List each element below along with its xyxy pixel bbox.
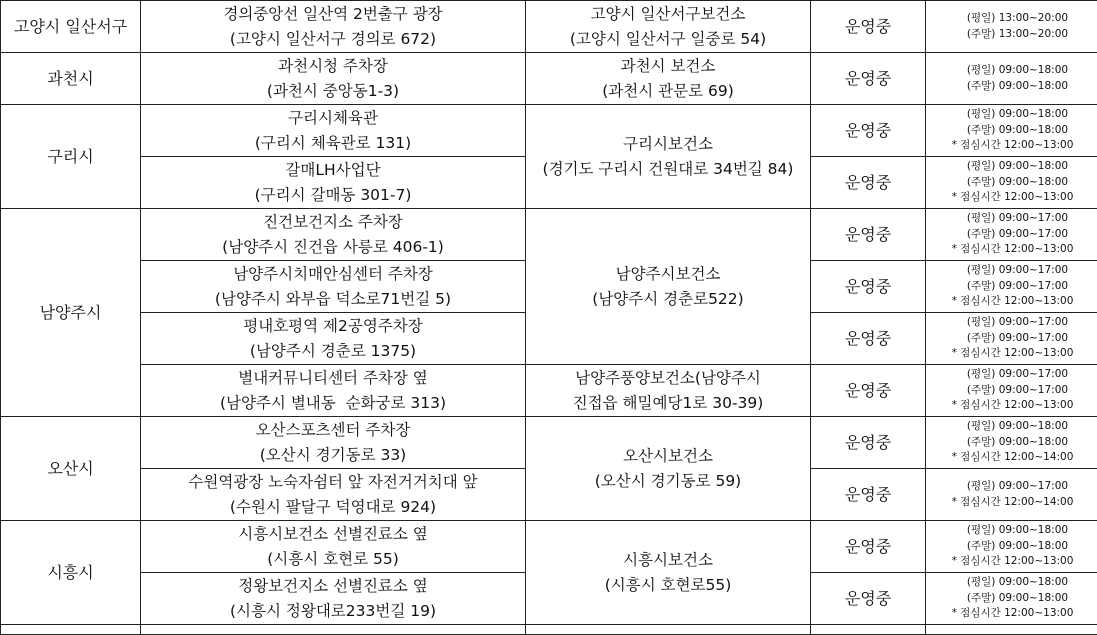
region-cell: 오산시 [1, 417, 141, 521]
health-center-address: 진접읍 해밀예당1로 30-39) [528, 391, 808, 416]
health-center-name: 남양주시보건소 [528, 262, 808, 287]
health-center-address: (고양시 일산서구 일중로 54) [528, 27, 808, 52]
status-cell: 운영중 [811, 261, 926, 313]
hours-weekend: (주말) 09:00~17:00 [940, 383, 1095, 399]
health-center-cell [526, 521, 811, 625]
health-center-address: (시흥시 호현로55) [528, 573, 808, 598]
site-address: (시흥시 호현로 55) [143, 547, 523, 572]
table-row [1, 521, 1097, 573]
empty-cell [811, 625, 926, 635]
site-cell [141, 417, 526, 469]
status-cell: 운영중 [811, 313, 926, 365]
hours-lunch-note: * 점심시간 12:00~13:00 [930, 190, 1095, 206]
region-cell: 남양주시 [1, 209, 141, 417]
site-cell [141, 521, 526, 573]
hours-weekday: (평일) 09:00~18:00 [940, 159, 1095, 175]
hours-weekday: (평일) 09:00~17:00 [940, 315, 1095, 331]
hours-weekday: (평일) 09:00~18:00 [940, 419, 1095, 435]
site-address: (고양시 일산서구 경의로 672) [143, 27, 523, 52]
table-row [1, 209, 1097, 261]
site-name: 평내호평역 제2공영주차장 [143, 314, 523, 339]
hours-lunch-note: * 점심시간 12:00~13:00 [930, 294, 1095, 310]
hours-weekday: (평일) 09:00~17:00 [940, 367, 1095, 383]
hours-weekend: (주말) 09:00~18:00 [940, 435, 1095, 451]
health-center-cell [526, 105, 811, 209]
site-address: (남양주시 진건읍 사릉로 406-1) [143, 235, 523, 260]
site-name: 별내커뮤니티센터 주차장 옆 [143, 366, 523, 391]
health-center-name: 시흥시보건소 [528, 548, 808, 573]
hours-cell [926, 157, 1097, 209]
site-name: 갈매LH사업단 [143, 158, 523, 183]
hours-cell [926, 417, 1097, 469]
hours-weekend: (주말) 09:00~18:00 [940, 539, 1095, 555]
hours-lunch-note: * 점심시간 12:00~14:00 [930, 495, 1095, 511]
health-center-address: (남양주시 경춘로522) [528, 287, 808, 312]
region-cell: 고양시 일산서구 [1, 1, 141, 53]
hours-cell [926, 365, 1097, 417]
health-center-name: 고양시 일산서구보건소 [528, 2, 808, 27]
site-address: (과천시 중앙동1-3) [143, 79, 523, 104]
health-center-cell [526, 365, 811, 417]
health-center-cell [526, 417, 811, 521]
site-address: (구리시 체육관로 131) [143, 131, 523, 156]
site-name: 수원역광장 노숙자쉼터 앞 자전거거치대 앞 [143, 470, 523, 495]
hours-cell [926, 261, 1097, 313]
health-center-name: 남양주풍양보건소(남양주시 [528, 366, 808, 391]
site-address: (시흥시 정왕대로233번길 19) [143, 599, 523, 624]
hours-weekend: (주말) 09:00~18:00 [940, 79, 1095, 95]
health-center-cell [526, 209, 811, 365]
hours-weekday: (평일) 13:00~20:00 [940, 11, 1095, 27]
table-row-cutoff [1, 625, 1097, 635]
status-cell: 운영중 [811, 53, 926, 105]
hours-lunch-note: * 점심시간 12:00~13:00 [930, 346, 1095, 362]
hours-weekday: (평일) 09:00~18:00 [940, 107, 1095, 123]
site-name: 남양주시치매안심센터 주차장 [143, 262, 523, 287]
hours-lunch-note: * 점심시간 12:00~13:00 [930, 398, 1095, 414]
hours-cell [926, 105, 1097, 157]
health-center-address: (과천시 관문로 69) [528, 79, 808, 104]
site-name: 경의중앙선 일산역 2번출구 광장 [143, 2, 523, 27]
hours-weekend: (주말) 09:00~17:00 [940, 227, 1095, 243]
site-name: 정왕보건지소 선별진료소 옆 [143, 574, 523, 599]
region-cell: 시흥시 [1, 521, 141, 625]
hours-cell [926, 1, 1097, 53]
hours-weekend: (주말) 09:00~17:00 [940, 331, 1095, 347]
health-center-name: 구리시보건소 [528, 132, 808, 157]
table-row [1, 417, 1097, 469]
health-center-cell [526, 1, 811, 53]
health-center-name: 오산시보건소 [528, 444, 808, 469]
hours-cell [926, 313, 1097, 365]
region-cell: 구리시 [1, 105, 141, 209]
site-cell [141, 261, 526, 313]
site-cell [141, 313, 526, 365]
hours-weekend: (주말) 09:00~18:00 [940, 175, 1095, 191]
site-name: 진건보건지소 주차장 [143, 210, 523, 235]
site-address: (구리시 갈매동 301-7) [143, 183, 523, 208]
hours-weekend: (주말) 09:00~18:00 [940, 123, 1095, 139]
status-cell: 운영중 [811, 157, 926, 209]
health-center-address: (경기도 구리시 건원대로 34번길 84) [528, 157, 808, 182]
hours-weekend: (주말) 09:00~18:00 [940, 591, 1095, 607]
site-name: 시흥시보건소 선별진료소 옆 [143, 522, 523, 547]
health-center-name: 과천시 보건소 [528, 54, 808, 79]
hours-weekday: (평일) 09:00~18:00 [940, 575, 1095, 591]
site-cell [141, 157, 526, 209]
health-center-address: (오산시 경기동로 59) [528, 469, 808, 494]
site-cell [141, 105, 526, 157]
hours-weekday: (평일) 09:00~18:00 [940, 523, 1095, 539]
hours-weekday: (평일) 09:00~17:00 [940, 211, 1095, 227]
empty-cell [526, 625, 811, 635]
status-cell: 운영중 [811, 1, 926, 53]
site-address: (남양주시 와부읍 덕소로71번길 5) [143, 287, 523, 312]
hours-cell [926, 53, 1097, 105]
hours-lunch-note: * 점심시간 12:00~13:00 [930, 138, 1095, 154]
empty-cell [141, 625, 526, 635]
hours-weekday: (평일) 09:00~17:00 [940, 479, 1095, 495]
table-row [1, 365, 1097, 417]
site-cell [141, 573, 526, 625]
site-cell [141, 1, 526, 53]
site-name: 과천시청 주차장 [143, 54, 523, 79]
hours-cell [926, 521, 1097, 573]
site-address: (수원시 팔달구 덕영대로 924) [143, 495, 523, 520]
empty-cell [1, 625, 141, 635]
hours-lunch-note: * 점심시간 12:00~14:00 [930, 450, 1095, 466]
status-cell: 운영중 [811, 469, 926, 521]
hours-weekend: (주말) 09:00~17:00 [940, 279, 1095, 295]
site-address: (남양주시 별내동 순화궁로 313) [143, 391, 523, 416]
hours-lunch-note: * 점심시간 12:00~13:00 [930, 554, 1095, 570]
status-cell: 운영중 [811, 209, 926, 261]
site-cell [141, 365, 526, 417]
status-cell: 운영중 [811, 365, 926, 417]
status-cell: 운영중 [811, 521, 926, 573]
hours-lunch-note: * 점심시간 12:00~13:00 [930, 606, 1095, 622]
empty-cell [926, 625, 1097, 635]
hours-cell [926, 573, 1097, 625]
region-cell: 과천시 [1, 53, 141, 105]
table-row [1, 1, 1097, 53]
hours-weekday: (평일) 09:00~18:00 [940, 63, 1095, 79]
table-row [1, 53, 1097, 105]
hours-weekday: (평일) 09:00~17:00 [940, 263, 1095, 279]
site-address: (남양주시 경춘로 1375) [143, 339, 523, 364]
site-address: (오산시 경기동로 33) [143, 443, 523, 468]
site-cell [141, 53, 526, 105]
site-cell [141, 209, 526, 261]
hours-weekend: (주말) 13:00~20:00 [940, 27, 1095, 43]
status-cell: 운영중 [811, 573, 926, 625]
hours-cell [926, 469, 1097, 521]
hours-cell [926, 209, 1097, 261]
status-cell: 운영중 [811, 417, 926, 469]
health-center-cell [526, 53, 811, 105]
hours-lunch-note: * 점심시간 12:00~13:00 [930, 242, 1095, 258]
status-cell: 운영중 [811, 105, 926, 157]
site-cell [141, 469, 526, 521]
site-name: 구리시체육관 [143, 106, 523, 131]
table-row [1, 105, 1097, 157]
site-name: 오산스포츠센터 주차장 [143, 418, 523, 443]
